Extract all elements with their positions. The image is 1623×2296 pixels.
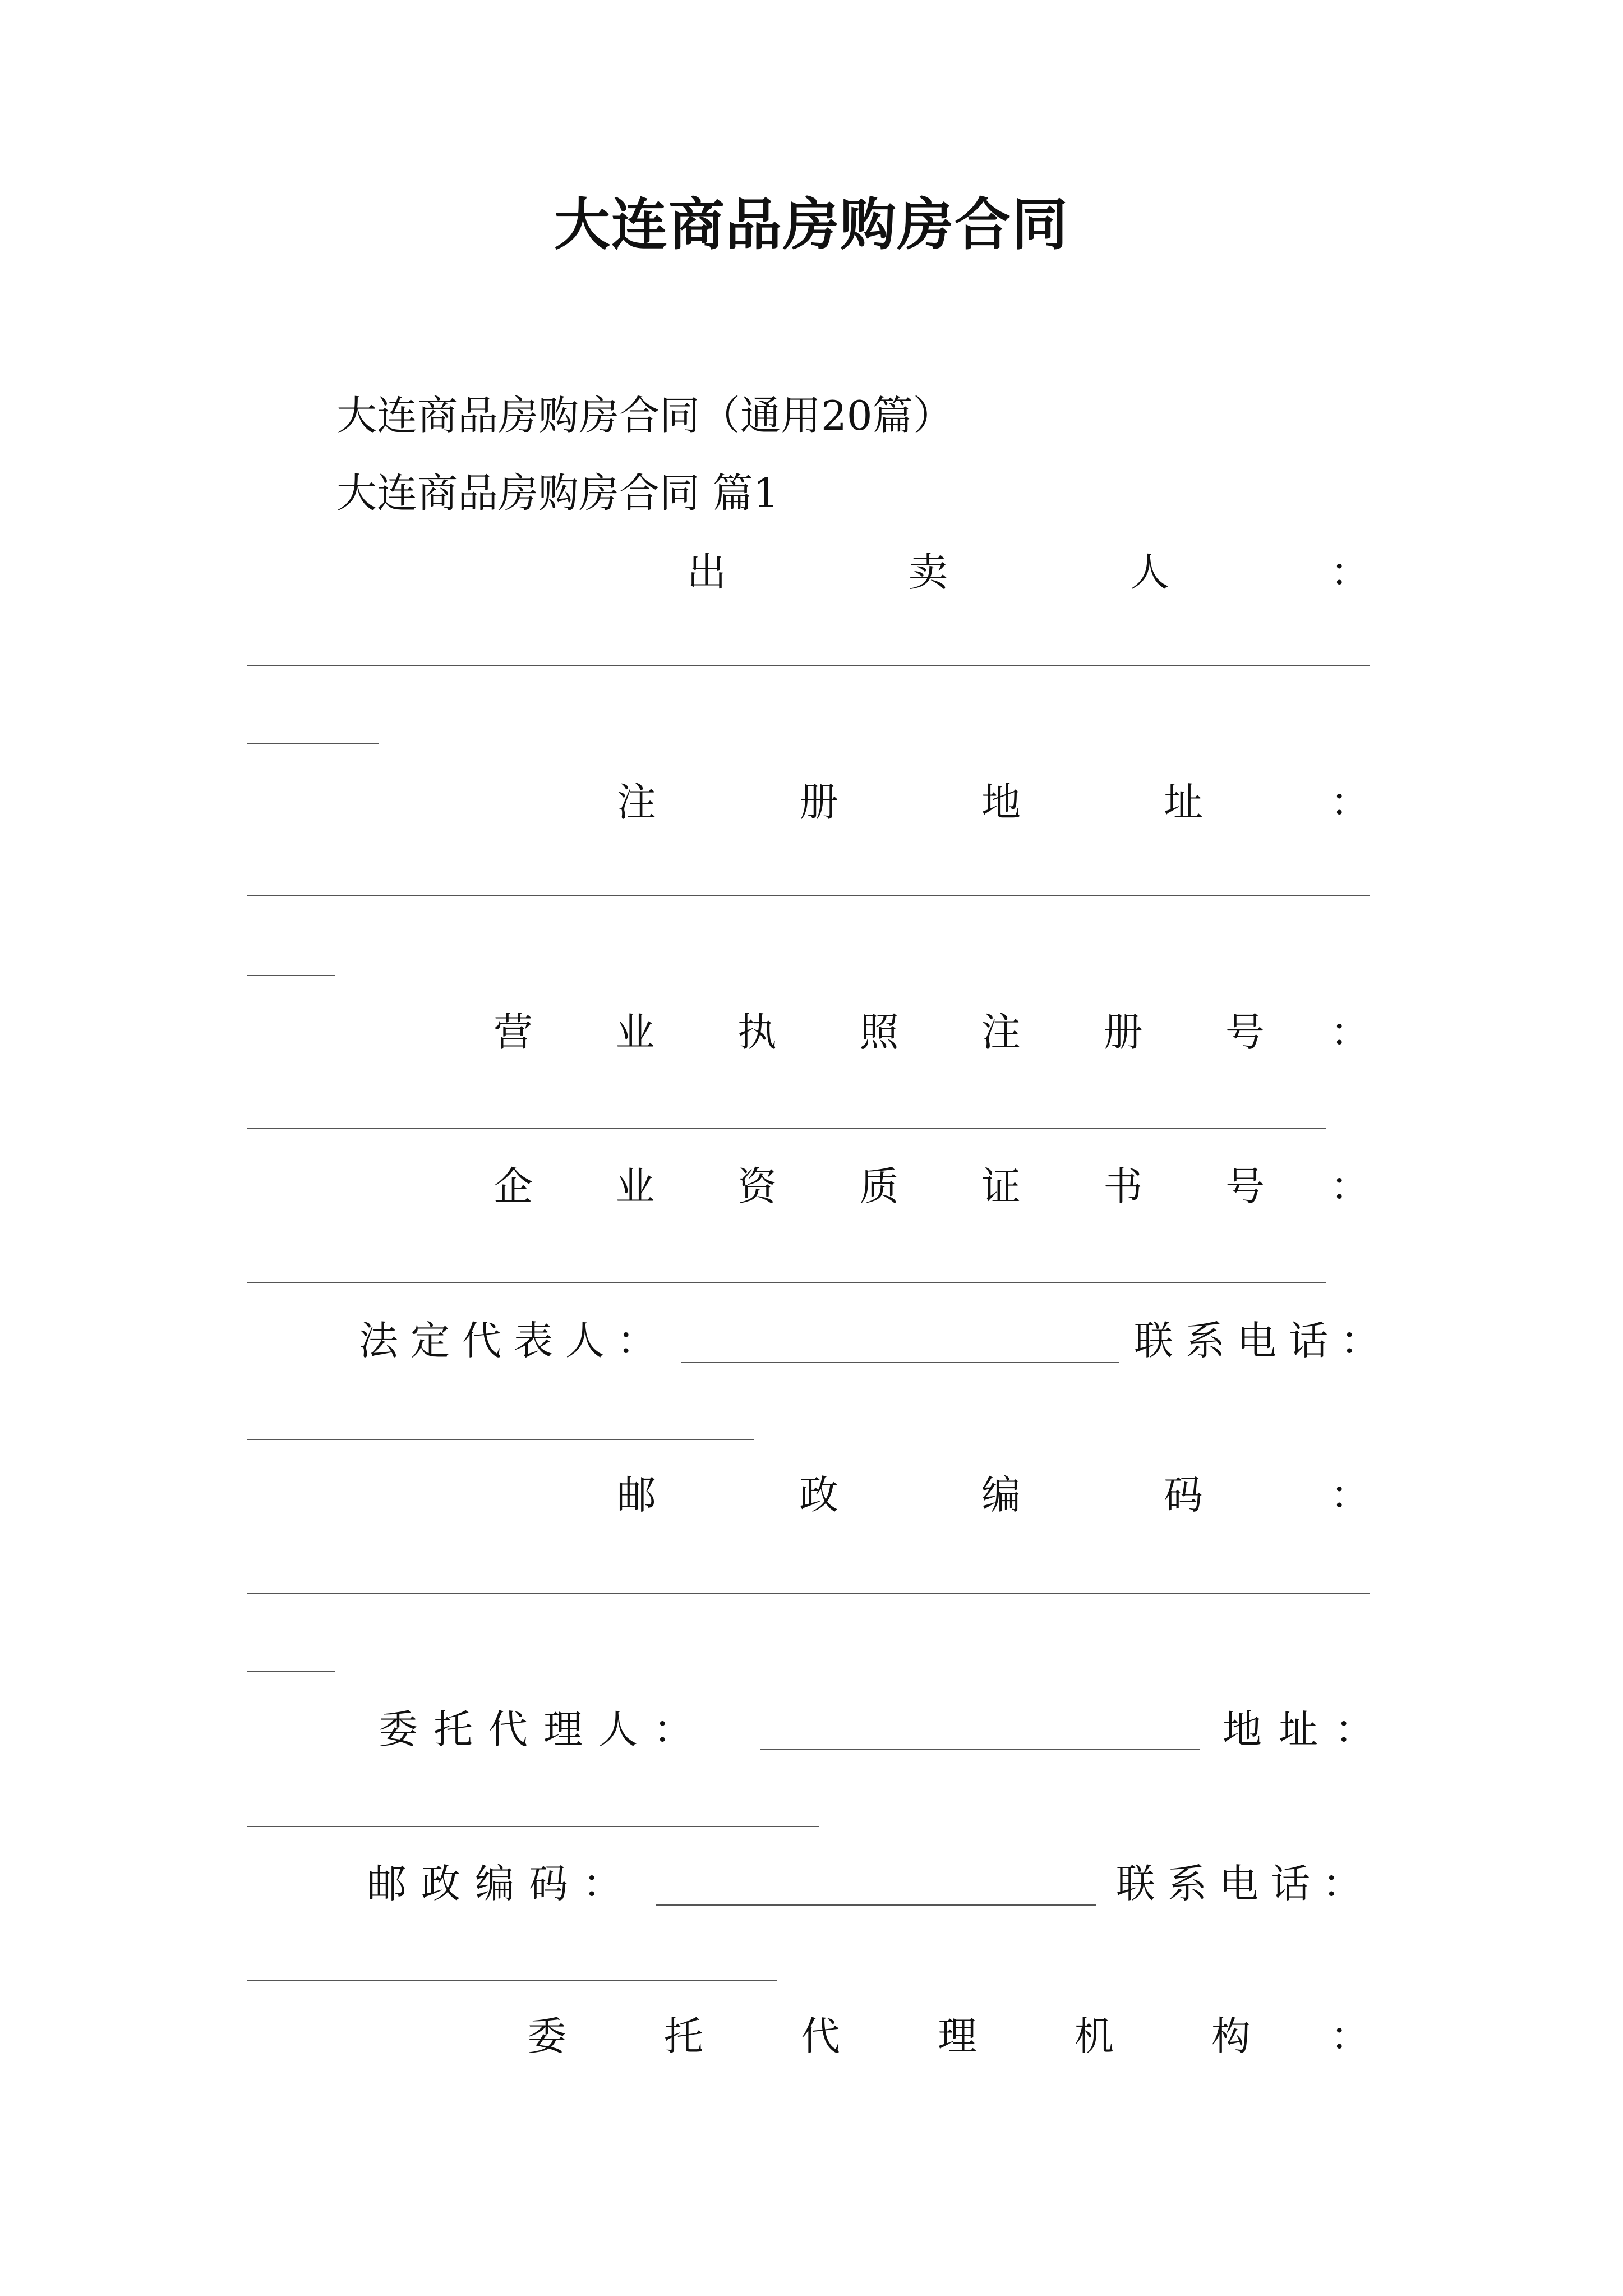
colon: ： (1330, 1163, 1370, 1209)
agent-blank (760, 1749, 1200, 1750)
postal-code-label: 邮 政 编 码 (617, 1472, 1203, 1518)
business-license-label: 营 业 执 照 注 册 号 (494, 1009, 1265, 1055)
blank-line (247, 1826, 819, 1827)
blank-line (247, 665, 1370, 666)
address-label: 地址： (1223, 1706, 1391, 1752)
blank-line (247, 895, 1370, 896)
registered-address-label: 注 册 地 址 (617, 779, 1203, 825)
colon: ： (1330, 2013, 1370, 2059)
colon: ： (1330, 549, 1370, 595)
qualification-certificate-label: 企 业 资 质 证 书 号 (494, 1163, 1265, 1209)
blank-line (247, 743, 379, 744)
blank-line (247, 1593, 1370, 1594)
blank-line (247, 1128, 1326, 1129)
blank-line (247, 1980, 777, 1981)
legal-representative-blank (681, 1362, 1119, 1363)
blank-line (247, 1439, 754, 1440)
agent-postal-blank (656, 1904, 1096, 1906)
agent-postal-code-label: 邮政编码： (367, 1861, 637, 1907)
document-title: 大连商品房购房合同 (554, 191, 1069, 257)
subtitle: 大连商品房购房合同（通用20篇） (336, 392, 953, 439)
phone-label: 联系电话： (1134, 1318, 1392, 1364)
seller-label: 出 卖 人 (687, 549, 1169, 595)
colon: ： (1330, 779, 1370, 825)
blank-line (247, 975, 335, 976)
colon: ： (1330, 1472, 1370, 1518)
blank-line (247, 1671, 335, 1672)
legal-representative-label: 法定代表人： (359, 1318, 668, 1364)
section-heading: 大连商品房购房合同 篇1 (336, 470, 779, 517)
colon: ： (1330, 1009, 1370, 1055)
agency-label: 委 托 代 理 机 构 (527, 2013, 1251, 2059)
agent-phone-label: 联系电话： (1116, 1861, 1374, 1907)
agent-label: 委托代理人： (379, 1706, 708, 1752)
blank-line (247, 1282, 1326, 1283)
